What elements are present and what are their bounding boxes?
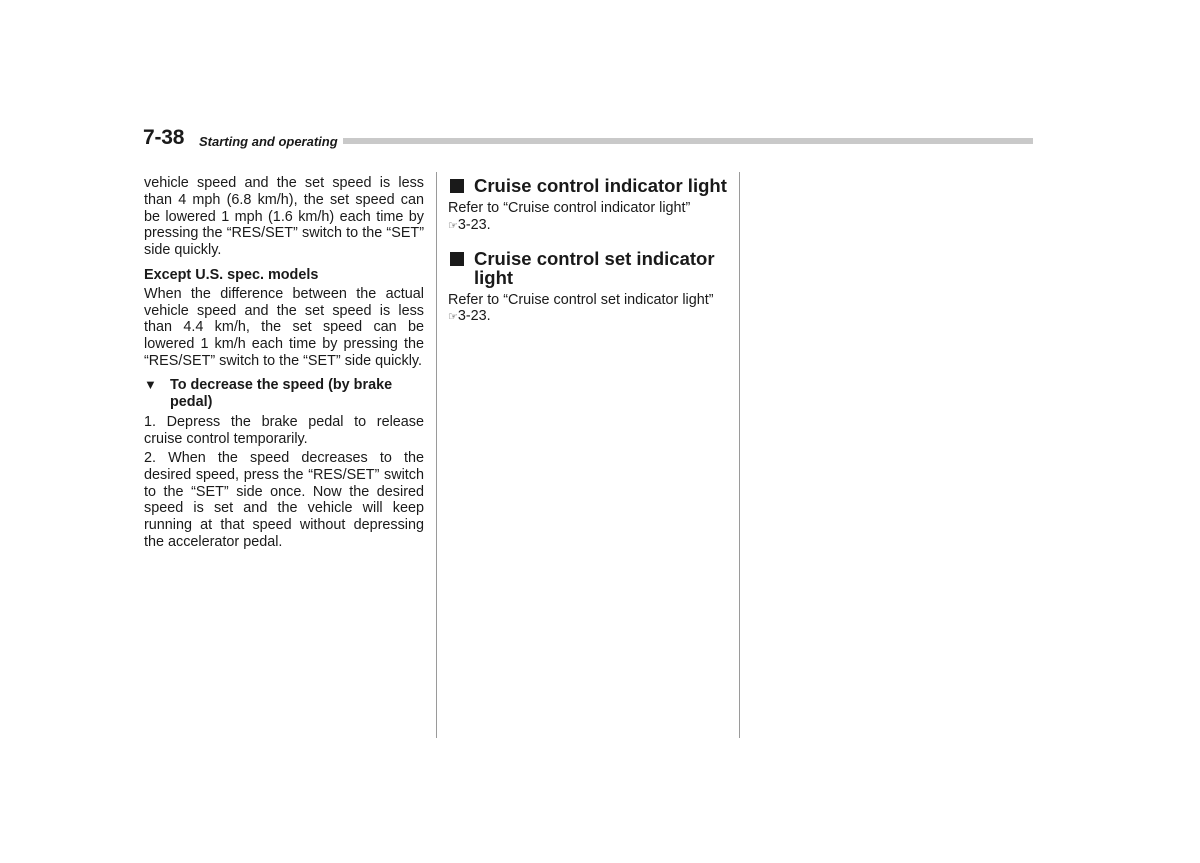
intro-paragraph: vehicle speed and the set speed is less than 4 mph (6.8 km/h), the set speed can be lowered 1 mph (1.6 km/h) each time by pressing the “RES/SET” switch to the “SET” side quickly. [144,175,424,259]
cruise-indicator-reference [448,200,728,235]
reference-pointer-icon: ☞ [448,219,458,232]
heading-cruise-set-indicator [448,249,728,287]
reference-page: 3-23. [457,308,491,325]
column-divider-left [436,172,437,738]
left-column [144,175,424,553]
reference-page: 3-23. [457,216,491,233]
cruise-set-indicator-reference [448,292,728,327]
middle-column [448,172,728,340]
reference-text: Refer to “Cruise control indicator light” [448,200,691,216]
step-2: 2. When the speed decreases to the desired speed, press the “RES/SET” switch to the “SET” side once. Now the desired speed is set and the vehicle will keep running at that speed without depressing the accelerator pedal. [144,449,424,550]
except-us-paragraph: When the difference between the actual vehicle speed and the set speed is less than 4.4 km/h, the set speed can be lowered 1 km/h each time by pressing the “RES/SET” switch to the “SET” side quickly. [144,285,424,369]
column-divider-right [739,172,740,738]
page-header [143,126,1033,154]
triangle-bullet-icon: ▼ [144,376,157,392]
bullet-heading-text: To decrease the speed (by brake pedal) [170,376,393,410]
page-number: 7-38 [143,126,185,149]
step-1: 1. Depress the brake pedal to release cruise control temporarily. [144,414,424,448]
reference-pointer-icon: ☞ [448,311,458,324]
reference-text: Refer to “Cruise control set indicator light” [448,291,714,308]
section-title: Starting and operating [199,134,338,149]
heading-text: Cruise control set indicator light [474,247,715,288]
bullet-heading [144,377,424,411]
heading-cruise-indicator [448,176,728,195]
subheading-except-us: Except U.S. spec. models [144,266,319,283]
header-rule [343,138,1033,144]
square-bullet-icon [450,179,464,193]
square-bullet-icon [450,252,464,266]
heading-text: Cruise control indicator light [474,175,727,196]
